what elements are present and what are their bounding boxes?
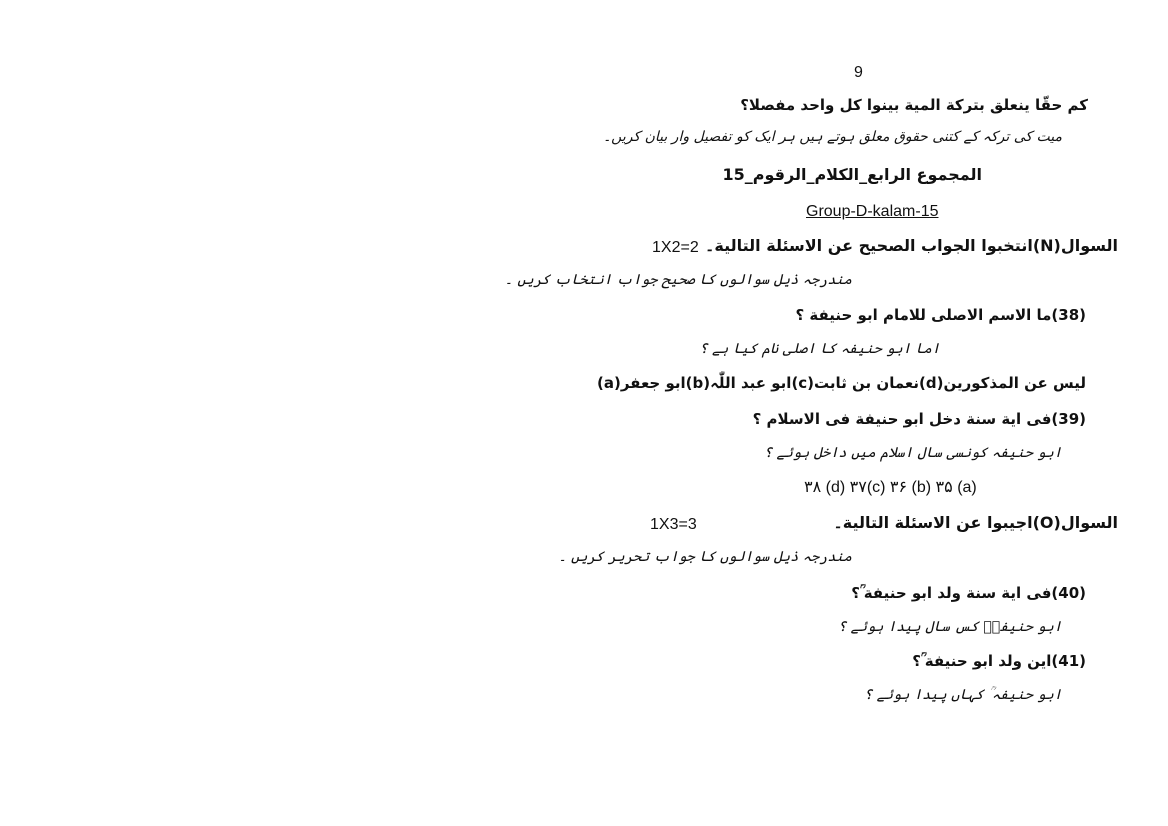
section-o-heading: السوال(O)اجیبوا عن الاسئلة التالیة۔: [833, 513, 1118, 532]
q38-arabic: (38)ما الاسم الاصلی للامام ابو حنیفة ؟: [795, 306, 1086, 324]
q38-options: (a)ابو جعفر(b)ابو عبد اللّٰہ(c)نعمان بن ثابت(d)لیس عن المذکورین: [596, 374, 1086, 392]
group-english-title: Group-D-kalam-15: [806, 203, 939, 220]
q38-urdu: اما ابو حنیفہ کا اصلی نام کیا ہے ؟: [699, 341, 940, 357]
section-o-marks: 1X3=3: [650, 516, 697, 533]
q39-urdu: ابو حنیفہ کونسی سال اسلام میں داخل ہوئے ؟: [763, 445, 1062, 461]
q41-urdu: ابو حنیفہ ؒ کہاں پیدا ہوئے ؟: [863, 687, 1062, 703]
q40-urdu: ابو حنیفہؒ کس سال پیدا ہوئے ؟: [838, 619, 1062, 635]
q41-arabic: (41)این ولد ابو حنیفة ؒ؟: [912, 652, 1086, 670]
q39-options: ۳۸ (d) ۳۷(c) ۳۶ (b) ۳۵ (a): [804, 479, 977, 496]
intro-urdu-question: میت کی ترکہ کے کتنی حقوق معلق ہوتے ہیں ہر ایک کو تفصیل وار بیان کریں۔: [602, 129, 1062, 145]
group-arabic-title: المجموع الرابع_الکلام_الرقوم_15: [722, 165, 982, 184]
section-o-instruction: مندرجہ ذیل سوالوں کا جواب تحریر کریں ۔: [558, 549, 852, 565]
page-number: 9: [854, 64, 863, 81]
section-n-heading: السوال(N)انتخبوا الجواب الصحیح عن الاسئلة التالیة۔: [705, 236, 1118, 255]
q40-arabic: (40)فی ایة سنة ولد ابو حنیفة ؒ؟: [851, 584, 1086, 602]
intro-arabic-question: کم حقّا ینعلق بترکة المیة بینوا کل واحد مفصلا؟: [740, 96, 1088, 114]
q39-arabic: (39)فی ایة سنة دخل ابو حنیفة فی الاسلام ؟: [752, 410, 1086, 428]
section-n-instruction: مندرجہ ذیل سوالوں کا صحیح جواب انتخاب کریں ۔: [504, 272, 852, 288]
section-n-marks: 1X2=2: [652, 239, 699, 256]
